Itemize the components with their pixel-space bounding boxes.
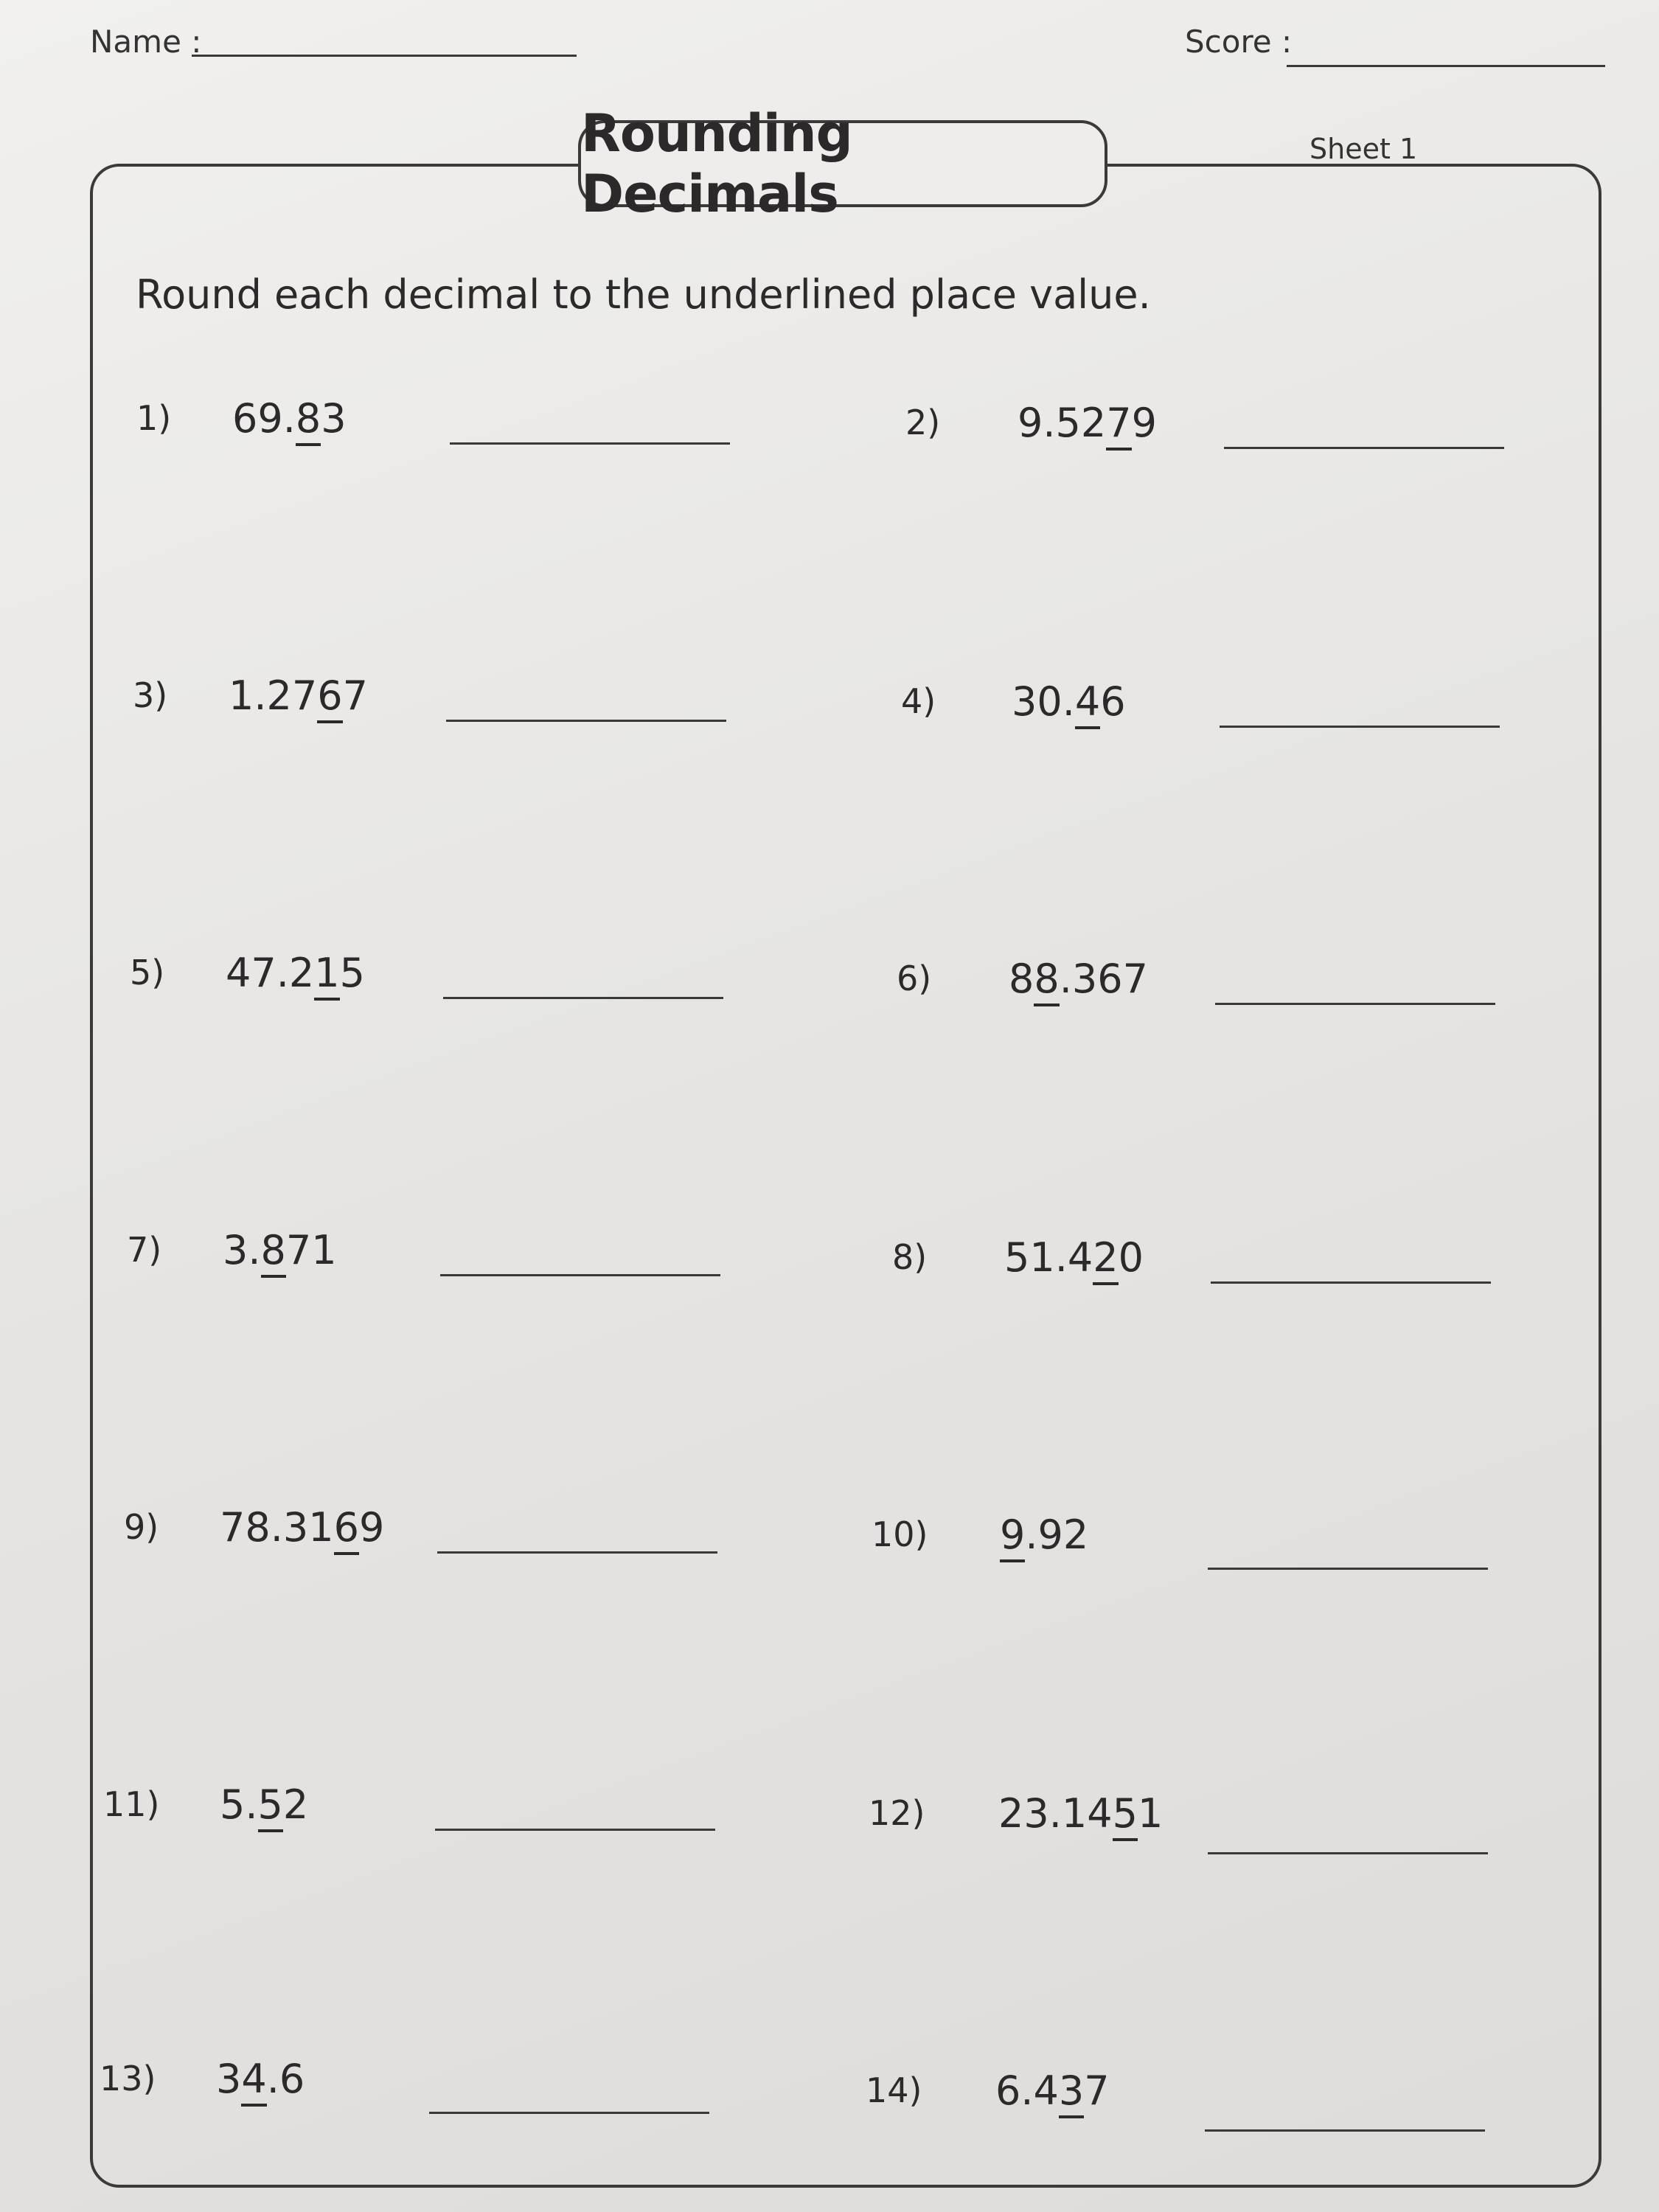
- problem-number: 12): [869, 1793, 925, 1833]
- problem-number: 14): [866, 2070, 922, 2110]
- name-field[interactable]: [192, 55, 577, 57]
- answer-line[interactable]: [1211, 1281, 1491, 1284]
- underlined-digit: 5: [258, 1781, 283, 1832]
- problem-value: 47.215: [226, 950, 365, 996]
- problem-value: 30.46: [1012, 678, 1126, 725]
- underlined-digit: 2: [1093, 1234, 1118, 1285]
- problem-number: 2): [905, 403, 941, 442]
- underlined-digit: 9: [1000, 1512, 1025, 1562]
- problem-value: 88.367: [1009, 956, 1148, 1002]
- worksheet-title: Rounding Decimals: [578, 120, 1107, 207]
- underlined-digit: 8: [296, 395, 321, 446]
- answer-line[interactable]: [437, 1551, 717, 1554]
- problem-value: 3.871: [223, 1227, 337, 1273]
- problem-number: 8): [892, 1237, 928, 1277]
- problem-value: 69.83: [232, 395, 347, 442]
- underlined-digit: 5: [1113, 1790, 1138, 1841]
- problem-number: 6): [897, 959, 932, 998]
- underlined-digit: 7: [1106, 400, 1131, 451]
- underlined-digit: 4: [1075, 678, 1100, 729]
- score-field[interactable]: [1287, 65, 1605, 67]
- instructions: Round each decimal to the underlined place value.: [136, 271, 1151, 318]
- answer-line[interactable]: [429, 2112, 709, 2114]
- problem-value: 1.2767: [229, 672, 368, 719]
- problem-value: 78.3169: [220, 1504, 384, 1551]
- answer-line[interactable]: [1208, 1568, 1488, 1570]
- underlined-digit: 3: [1059, 2067, 1084, 2118]
- problem-value: 6.437: [995, 2067, 1110, 2114]
- answer-line[interactable]: [450, 442, 730, 445]
- underlined-digit: 1: [314, 950, 339, 1001]
- answer-line[interactable]: [1220, 726, 1500, 728]
- problem-value: 51.420: [1004, 1234, 1144, 1281]
- problem-number: 9): [124, 1507, 159, 1547]
- worksheet-frame: [90, 164, 1601, 2188]
- underlined-digit: 6: [317, 672, 342, 723]
- name-label: Name :: [90, 24, 202, 60]
- underlined-digit: 8: [1034, 956, 1059, 1006]
- problem-number: 4): [901, 681, 936, 721]
- problem-value: 23.1451: [998, 1790, 1163, 1837]
- problem-value: 9.92: [1000, 1512, 1088, 1558]
- problem-number: 3): [133, 675, 168, 715]
- problem-value: 34.6: [216, 2056, 305, 2102]
- answer-line[interactable]: [1205, 2129, 1485, 2132]
- problem-number: 7): [127, 1230, 162, 1270]
- score-label: Score :: [1185, 24, 1293, 60]
- answer-line[interactable]: [1215, 1003, 1495, 1005]
- answer-line[interactable]: [1224, 447, 1504, 449]
- answer-line[interactable]: [435, 1829, 715, 1831]
- answer-line[interactable]: [1208, 1852, 1488, 1854]
- problem-value: 9.5279: [1018, 400, 1157, 446]
- underlined-digit: 6: [334, 1504, 359, 1555]
- answer-line[interactable]: [440, 1274, 720, 1276]
- sheet-label: Sheet 1: [1310, 133, 1418, 165]
- problem-number: 5): [130, 953, 165, 992]
- problem-value: 5.52: [220, 1781, 308, 1828]
- answer-line[interactable]: [446, 720, 726, 722]
- problem-number: 13): [100, 2059, 156, 2098]
- underlined-digit: 4: [241, 2056, 266, 2107]
- problem-number: 1): [136, 398, 172, 438]
- underlined-digit: 8: [261, 1227, 286, 1278]
- problem-number: 11): [103, 1784, 160, 1824]
- answer-line[interactable]: [443, 997, 723, 999]
- problem-number: 10): [872, 1514, 928, 1554]
